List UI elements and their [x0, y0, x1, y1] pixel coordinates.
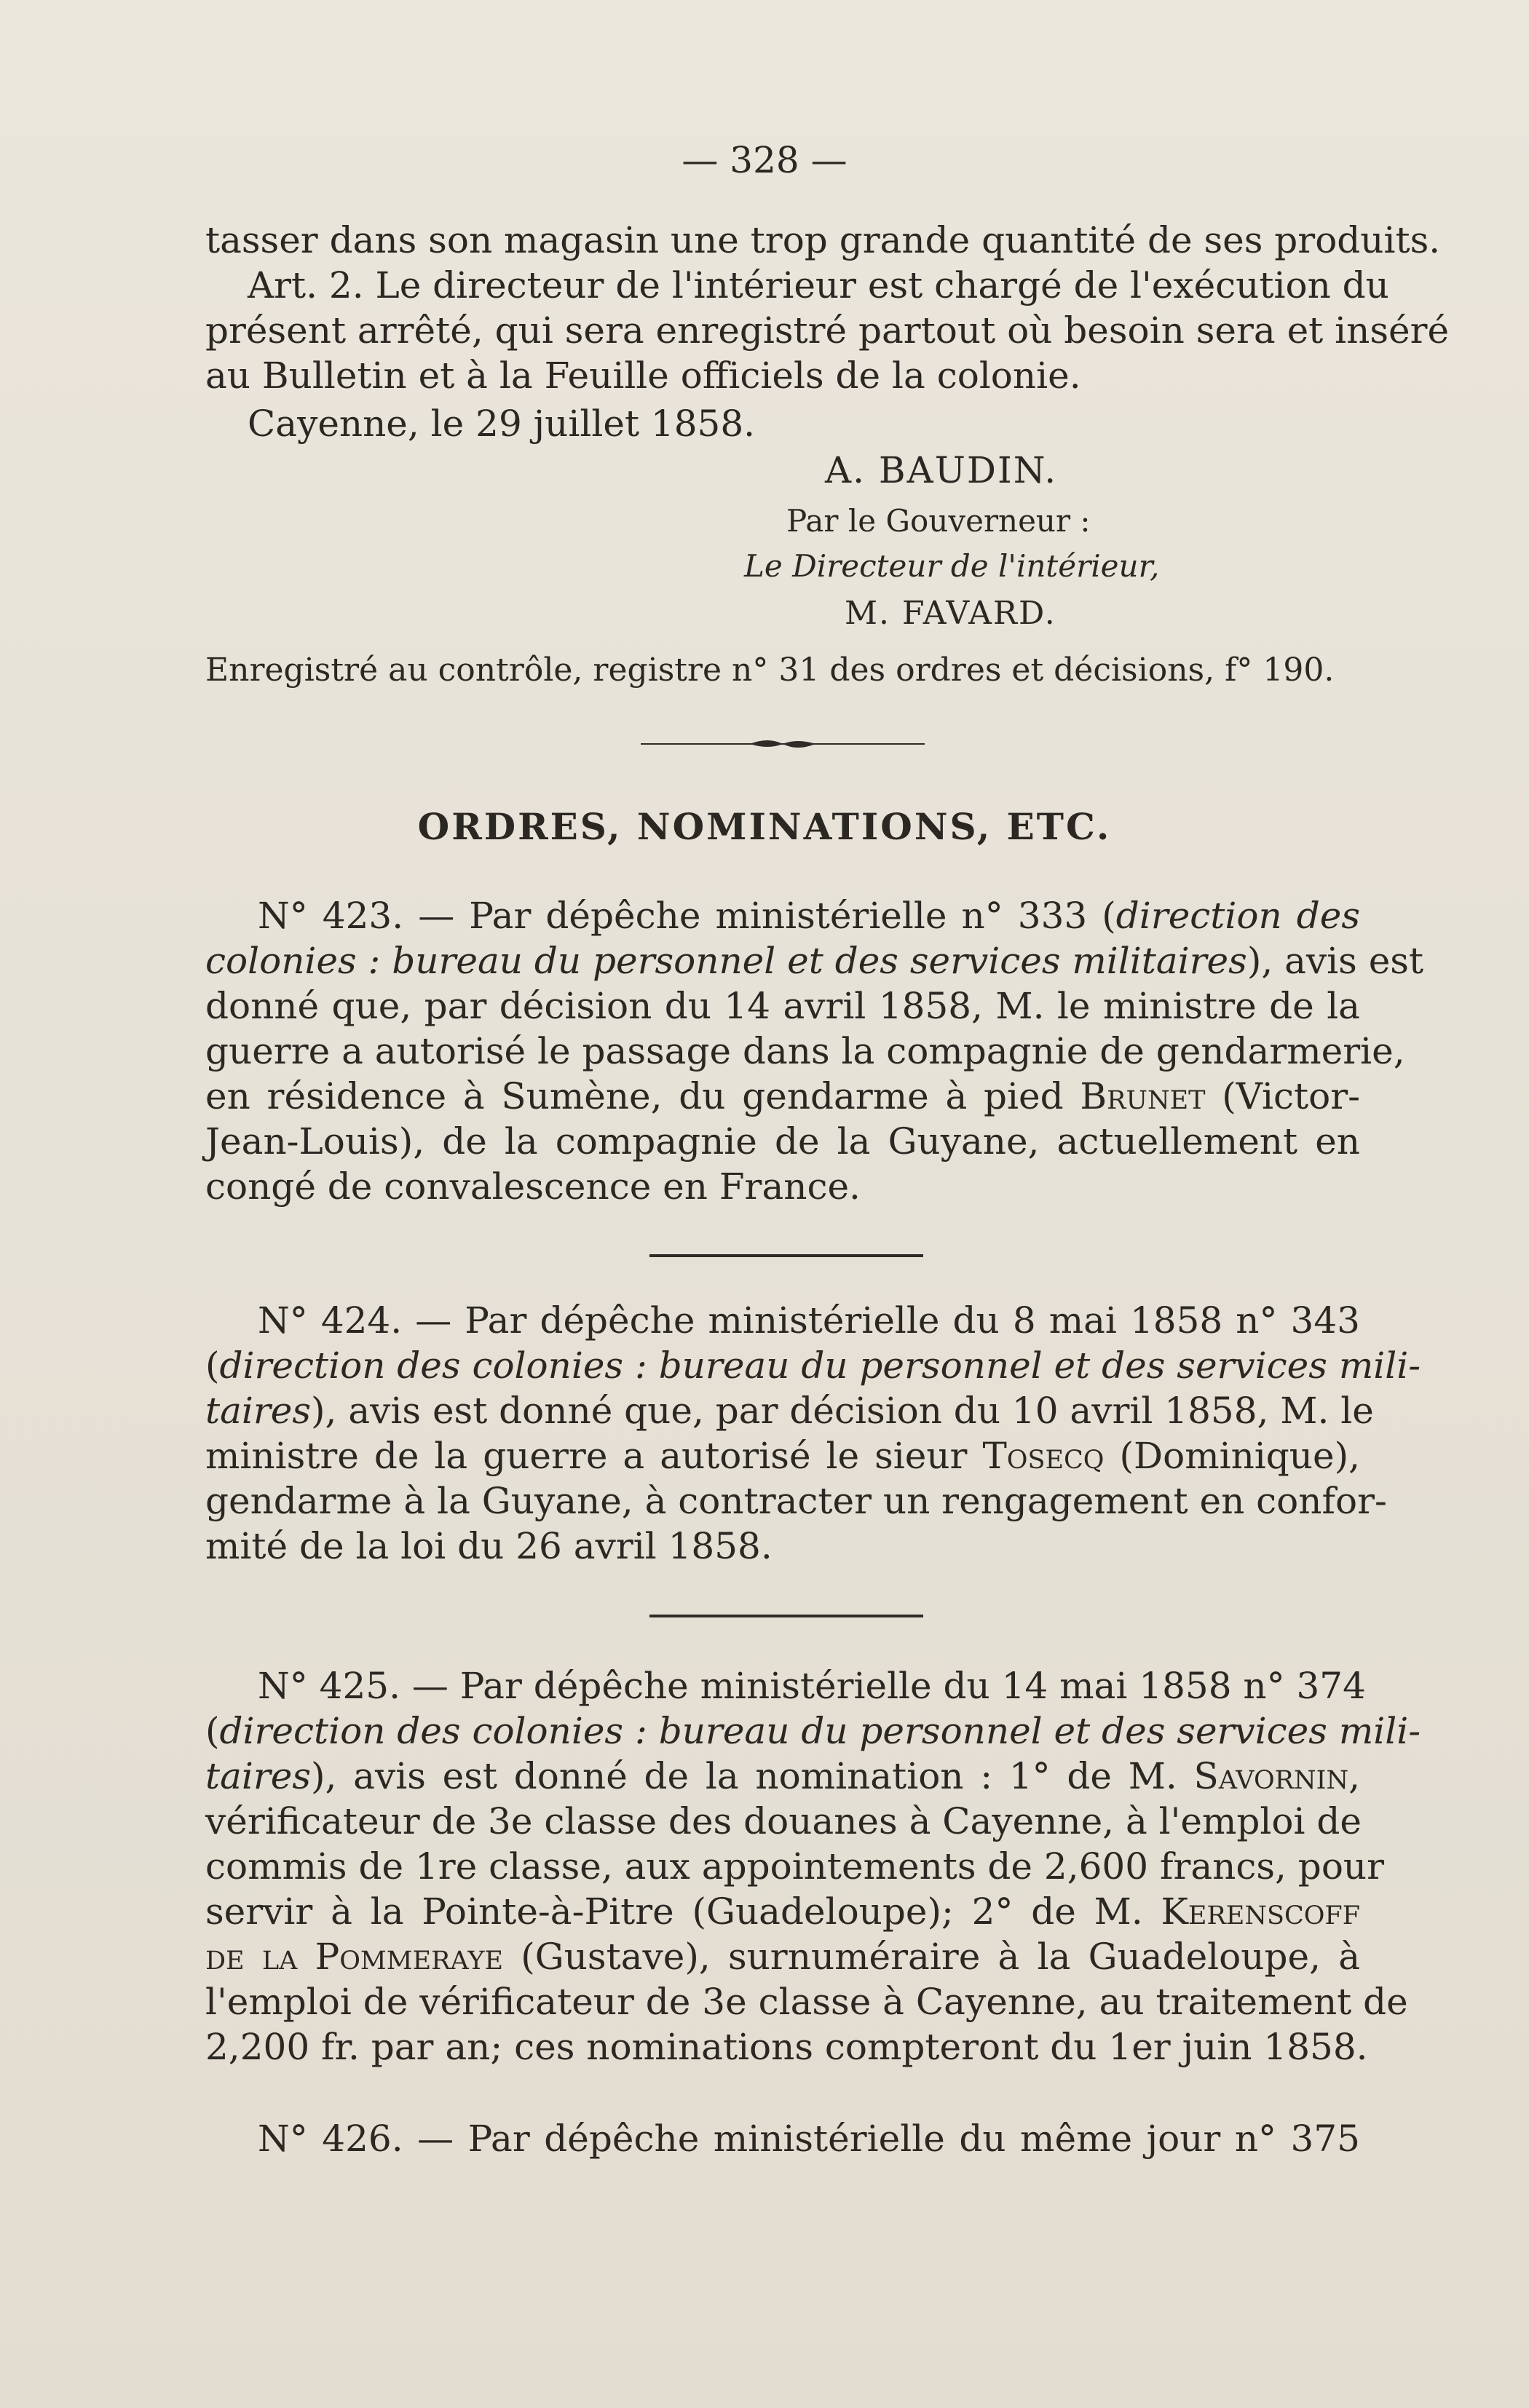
signature-title: Le Directeur de l'intérieur, — [744, 548, 1160, 584]
entry-line: mité de la loi du 26 avril 1858. — [205, 1525, 773, 1567]
entry-line: N° 424. — Par dépêche ministérielle du 8 mai 1858 n° 343 — [258, 1299, 1360, 1342]
entry-line: l'emploi de vérificateur de 3e classe à Cayenne, au traitement de — [205, 1981, 1408, 2023]
intro-line: au Bulletin et à la Feuille officiels de la colonie. — [205, 355, 1081, 397]
entry-line — [205, 1709, 1421, 1753]
entry-line: congé de convalescence en France. — [205, 1165, 861, 1208]
italic-run: taires — [205, 1755, 312, 1797]
text-run: en résidence à Sumène, du gendarme à pied — [205, 1075, 1080, 1117]
signature-signer: M. FAVARD. — [845, 595, 1056, 632]
entry-line — [205, 1890, 1360, 1933]
entry-line: commis de 1re classe, aux appointements de 2,600 francs, pour — [205, 1845, 1385, 1888]
entry-line — [205, 1434, 1360, 1478]
smallcaps-run: Tosecq — [982, 1435, 1105, 1477]
separator-rule — [649, 1615, 923, 1617]
entry-line — [205, 1074, 1360, 1118]
text-run: ), avis est donné de la nomination : 1° de M. — [311, 1755, 1194, 1797]
italic-run: direction des colonies : bureau du personnel et des services mili- — [219, 1344, 1421, 1387]
entry-line: gendarme à la Guyane, à contracter un rengagement en confor- — [205, 1480, 1387, 1522]
text-run: ministre de la guerre a autorisé le sieur — [205, 1435, 983, 1477]
text-run: ), avis est donné que, par décision du 10 avril 1858, M. le — [311, 1390, 1374, 1432]
entry-line: donné que, par décision du 14 avril 1858, M. le ministre de la — [205, 985, 1360, 1027]
text-run: (Victor- — [1205, 1075, 1361, 1117]
entry-line — [205, 939, 1424, 983]
text-run: ( — [205, 1710, 220, 1752]
intro-line: Cayenne, le 29 juillet 1858. — [248, 403, 756, 445]
text-run: ( — [205, 1344, 220, 1387]
intro-line: présent arrêté, qui sera enregistré partout où besoin sera et inséré — [205, 309, 1450, 352]
intro-line: tasser dans son magasin une trop grande quantité de ses produits. — [205, 219, 1441, 261]
entry-line: vérificateur de 3e classe des douanes à Cayenne, à l'emploi de — [205, 1800, 1362, 1842]
intro-line: Art. 2. Le directeur de l'intérieur est chargé de l'exécution du — [248, 264, 1389, 306]
smallcaps-run: Kerenscoff — [1161, 1890, 1360, 1933]
italic-run: direction des colonies : bureau du personnel et des services mili- — [219, 1710, 1421, 1752]
text-run: , — [1348, 1755, 1360, 1797]
text-run: (Gustave), surnuméraire à la Guadeloupe, à — [503, 1936, 1360, 1978]
entry-line: N° 425. — Par dépêche ministérielle du 14 mai 1858 n° 374 — [258, 1665, 1366, 1707]
italic-run: colonies : bureau du personnel et des services militaires — [205, 940, 1247, 982]
entry-line: 2,200 fr. par an; ces nominations compteront du 1er juin 1858. — [205, 2026, 1368, 2068]
page-number: — 328 — — [681, 139, 848, 181]
smallcaps-run: Brunet — [1080, 1075, 1206, 1117]
smallcaps-run: de la Pommeraye — [205, 1936, 504, 1978]
registration-note: Enregistré au contrôle, registre n° 31 des ordres et décisions, f° 190. — [205, 651, 1335, 689]
ornament-divider — [641, 735, 925, 753]
entry-line — [205, 894, 1360, 938]
italic-run: taires — [205, 1390, 312, 1432]
signature-by: Par le Gouverneur : — [786, 503, 1091, 539]
entry-line — [205, 1344, 1421, 1387]
text-run: servir à la Pointe-à-Pitre (Guadeloupe); 2° de M. — [205, 1890, 1161, 1933]
entry-line: Jean-Louis), de la compagnie de la Guyane, actuellement en — [205, 1120, 1360, 1163]
entry-line: N° 426. — Par dépêche ministérielle du même jour n° 375 — [258, 2118, 1360, 2160]
text-run: ), avis est — [1246, 940, 1424, 982]
entry-line — [205, 1935, 1360, 1979]
text-run: N° 423. — Par dépêche ministérielle n° 333 ( — [258, 895, 1116, 937]
signature-name: A. BAUDIN. — [825, 449, 1058, 491]
italic-run: direction des — [1115, 895, 1360, 937]
section-heading: ORDRES, NOMINATIONS, ETC. — [417, 805, 1112, 848]
smallcaps-run: Savornin — [1193, 1755, 1349, 1797]
text-run: (Dominique), — [1104, 1435, 1360, 1477]
entry-line — [205, 1754, 1360, 1798]
entry-line: guerre a autorisé le passage dans la compagnie de gendarmerie, — [205, 1030, 1405, 1072]
separator-rule — [649, 1254, 923, 1257]
entry-line — [205, 1389, 1374, 1433]
